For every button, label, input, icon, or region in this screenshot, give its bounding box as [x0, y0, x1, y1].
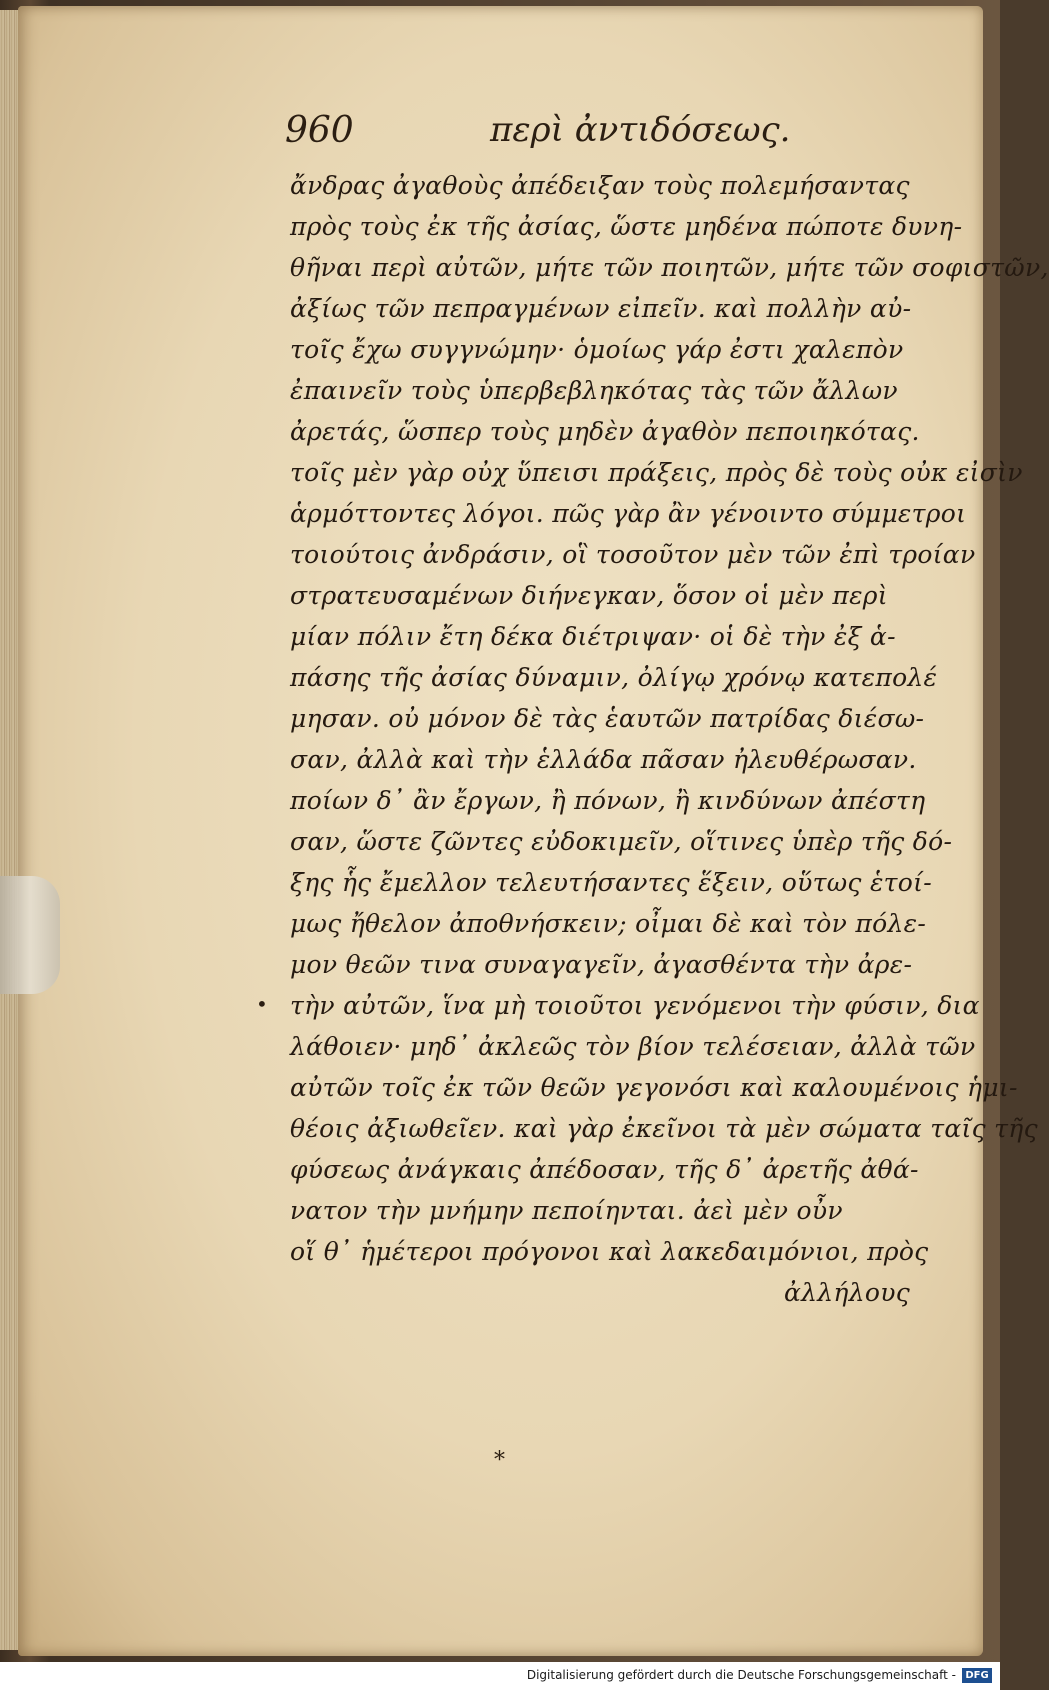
folio-number: 960 — [285, 110, 354, 151]
page-header — [285, 110, 945, 160]
text-line: θῆναι περὶ αὐτῶν, μήτε τῶν ποιητῶν, μήτε τῶν σοφιστῶν, — [290, 253, 1049, 282]
page-clip — [0, 876, 60, 994]
text-line: ἐπαινεῖν τοὺς ὑπερβεβληκότας τὰς τῶν ἄλλων — [290, 376, 898, 405]
text-line: τοῖς μὲν γὰρ οὐχ ὕπεισι πράξεις, πρὸς δὲ τοὺς οὐκ εἰσὶν — [290, 458, 1023, 487]
text-line: οἵ θ᾽ ἡμέτεροι πρόγονοι καὶ λακεδαιμόνιοι, πρὸς — [290, 1237, 929, 1266]
text-line: τοῖς ἔχω συγγνώμην· ὁμοίως γάρ ἐστι χαλεπὸν — [290, 335, 904, 364]
footer-credit: Digitalisierung gefördert durch die Deutsche Forschungsgemeinschaft - — [526, 1668, 956, 1682]
text-line: μίαν πόλιν ἔτη δέκα διέτριψαν· οἱ δὲ τὴν ἐξ ἁ- — [290, 622, 896, 651]
running-title: περὶ ἀντιδόσεως. — [490, 110, 791, 150]
text-block — [290, 165, 1049, 1313]
text-line: φύσεως ἀνάγκαις ἀπέδοσαν, τῆς δ᾽ ἀρετῆς ἀθά- — [290, 1155, 919, 1184]
text-line: νατον τὴν μνήμην πεποίηνται. ἀεὶ μὲν οὖν — [290, 1196, 843, 1225]
text-line: ἀρετάς, ὥσπερ τοὺς μηδὲν ἀγαθὸν πεποιηκότας. — [290, 417, 920, 446]
text-line: θέοις ἀξιωθεῖεν. καὶ γὰρ ἐκεῖνοι τὰ μὲν σώματα ταῖς τῆς — [290, 1114, 1038, 1143]
dfg-logo: DFG — [962, 1668, 992, 1683]
text-line: ἄνδρας ἀγαθοὺς ἀπέδειξαν τοὺς πολεμήσαντας — [290, 171, 910, 200]
text-line: μως ἤθελον ἀποθνήσκειν; οἶμαι δὲ καὶ τὸν πόλε- — [290, 909, 927, 938]
text-line: ποίων δ᾽ ἂν ἔργων, ἢ πόνων, ἢ κινδύνων ἀπέστη — [290, 786, 926, 815]
margin-mark: • — [256, 992, 268, 1016]
text-line: πρὸς τοὺς ἐκ τῆς ἀσίας, ὥστε μηδένα πώποτε δυνη- — [290, 212, 963, 241]
text-line: ἀξίως τῶν πεπραγμένων εἰπεῖν. καὶ πολλὴν αὐ- — [290, 294, 912, 323]
text-line: ἀλλήλους — [783, 1278, 910, 1307]
text-line: ἁρμόττοντες λόγοι. πῶς γὰρ ἂν γένοιντο σύμμετροι — [290, 499, 967, 528]
text-line: σαν, ὥστε ζῶντες εὐδοκιμεῖν, οἵτινες ὑπὲρ τῆς δό- — [290, 827, 953, 856]
text-line: τοιούτοις ἀνδράσιν, οἳ τοσοῦτον μὲν τῶν ἐπὶ τροίαν — [290, 540, 976, 569]
text-line: στρατευσαμένων διήνεγκαν, ὅσον οἱ μὲν περὶ — [290, 581, 888, 610]
text-line: αὐτῶν τοῖς ἐκ τῶν θεῶν γεγονόσι καὶ καλουμένοις ἡμι- — [290, 1073, 1018, 1102]
text-line: μησαν. οὐ μόνον δὲ τὰς ἑαυτῶν πατρίδας διέσω- — [290, 704, 925, 733]
footer-bar — [0, 1662, 1000, 1690]
ornament-star: * — [494, 1448, 505, 1473]
text-line: μον θεῶν τινα συναγαγεῖν, ἀγασθέντα τὴν ἀρε- — [290, 950, 913, 979]
text-line: σαν, ἀλλὰ καὶ τὴν ἑλλάδα πᾶσαν ἠλευθέρωσαν. — [290, 745, 917, 774]
text-line: τὴν αὐτῶν, ἵνα μὴ τοιοῦτοι γενόμενοι τὴν φύσιν, δια — [290, 991, 980, 1020]
text-line: πάσης τῆς ἀσίας δύναμιν, ὀλίγῳ χρόνῳ κατεπολέ — [290, 663, 938, 692]
text-line: ξης ἧς ἔμελλον τελευτήσαντες ἕξειν, οὕτως ἑτοί- — [290, 868, 932, 897]
text-line: λάθοιεν· μηδ᾽ ἀκλεῶς τὸν βίον τελέσειαν, ἀλλὰ τῶν — [290, 1032, 976, 1061]
